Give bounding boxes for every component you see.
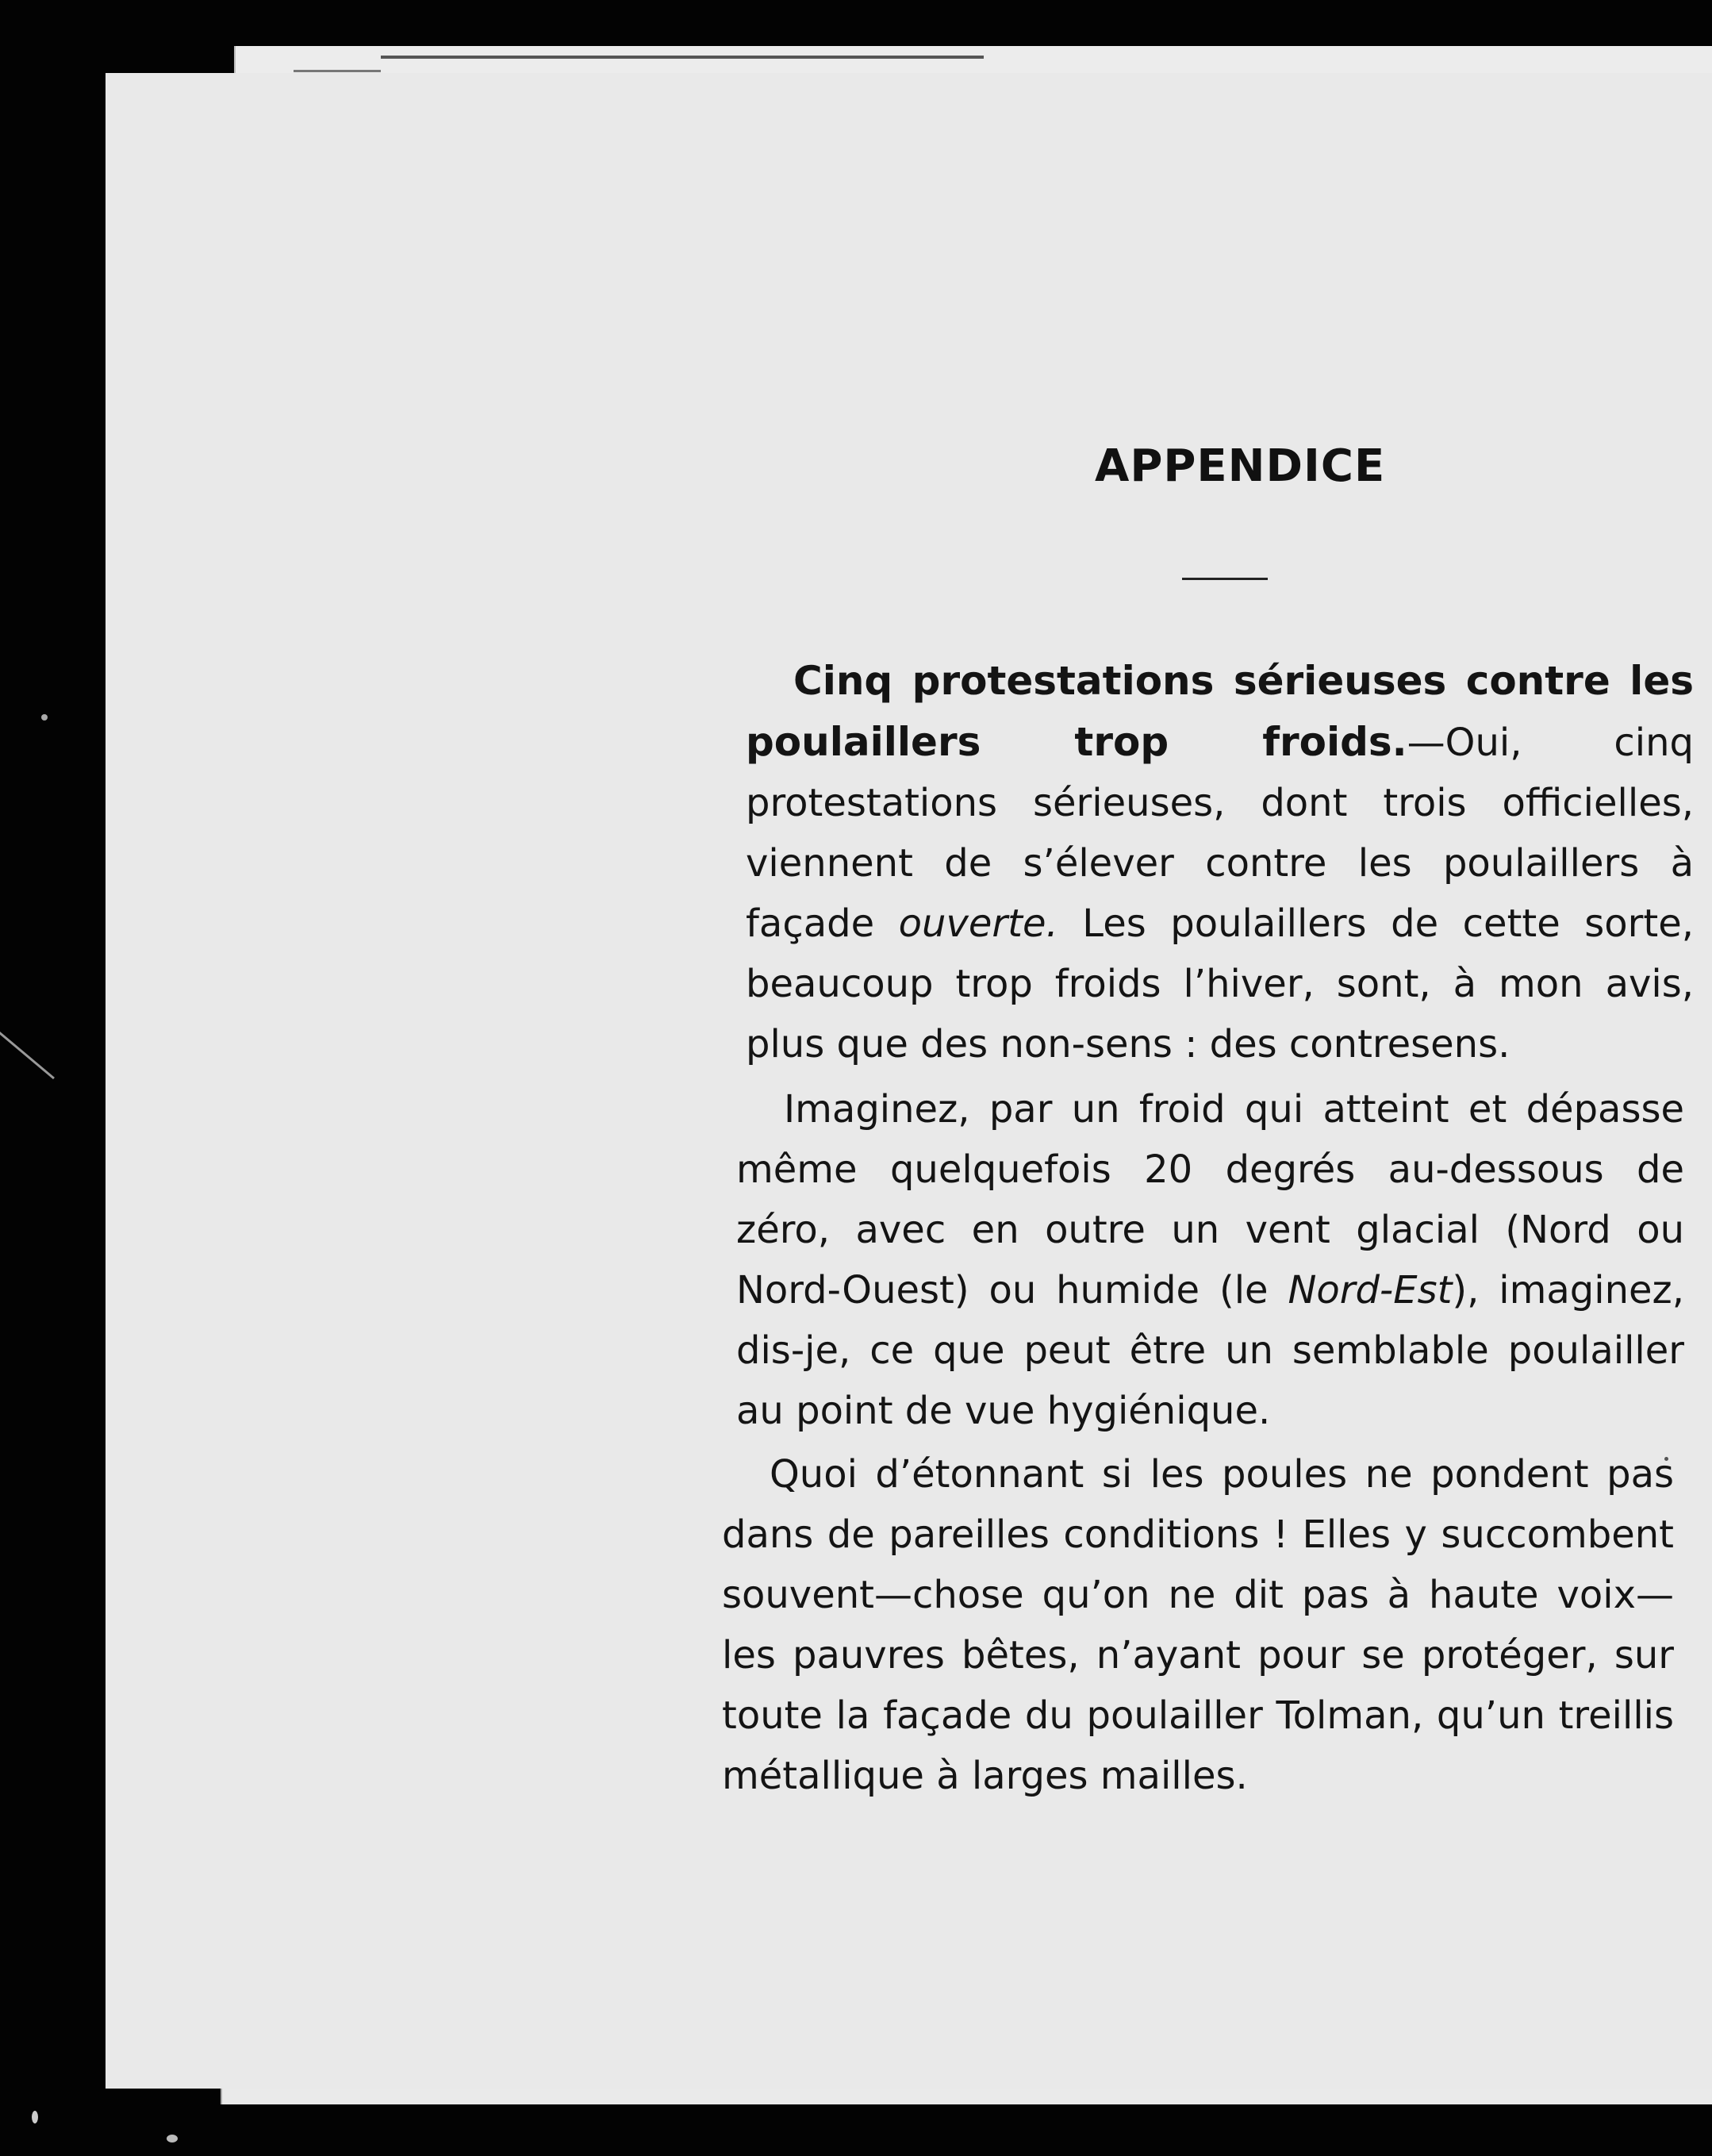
italic-word: ouverte. — [898, 901, 1058, 946]
italic-word: Nord-Est — [1288, 1268, 1453, 1312]
page-title: APPENDICE — [1095, 440, 1386, 492]
scan-speck — [41, 714, 48, 721]
paragraph-lead: Cinq protestations sérieuses contre les poulaillers trop froids. — [746, 658, 1694, 765]
paragraph-2 — [736, 1079, 1684, 1441]
paragraph-text: Quoi d’étonnant si les poules ne pondent pas dans de pareilles conditions ! Elles y succombent souvent—chose qu’on ne dit pas à haute voix—les pauvres bêtes, n’ayant pour se protéger, sur toute la façade du poulailler Tolman, qu’un treillis métallique à larges mailles. — [722, 1452, 1674, 1798]
title-rule — [1182, 578, 1268, 580]
paragraph-3 — [722, 1444, 1674, 1806]
scan-speck — [167, 2135, 178, 2143]
sheet-edge — [381, 56, 984, 59]
scan-scratch — [0, 1032, 55, 1079]
paragraph-text: ), imaginez, dis-je, ce que peut être un semblable poulailler au point de vue hygiénique. — [736, 1268, 1684, 1433]
paragraph-text: Imaginez, par un froid qui atteint et dépasse même quelquefois 20 degrés au-dessous de zéro, avec en outre un vent glacial (Nord ou Nord-Ouest) ou humide (le — [736, 1087, 1684, 1312]
paragraph-text: —Oui, cinq protestations sérieuses, dont trois officielles, viennent de s’élever contre les poulaillers à façade — [746, 721, 1695, 946]
paragraph-1 — [746, 651, 1694, 1074]
sheet-edge — [294, 70, 381, 72]
scan-speck — [32, 2111, 38, 2123]
paragraph-text: Les poulaillers de cette sorte, beaucoup trop froids l’hiver, sont, à mon avis, plus que des non-sens : des contresens. — [746, 901, 1695, 1066]
